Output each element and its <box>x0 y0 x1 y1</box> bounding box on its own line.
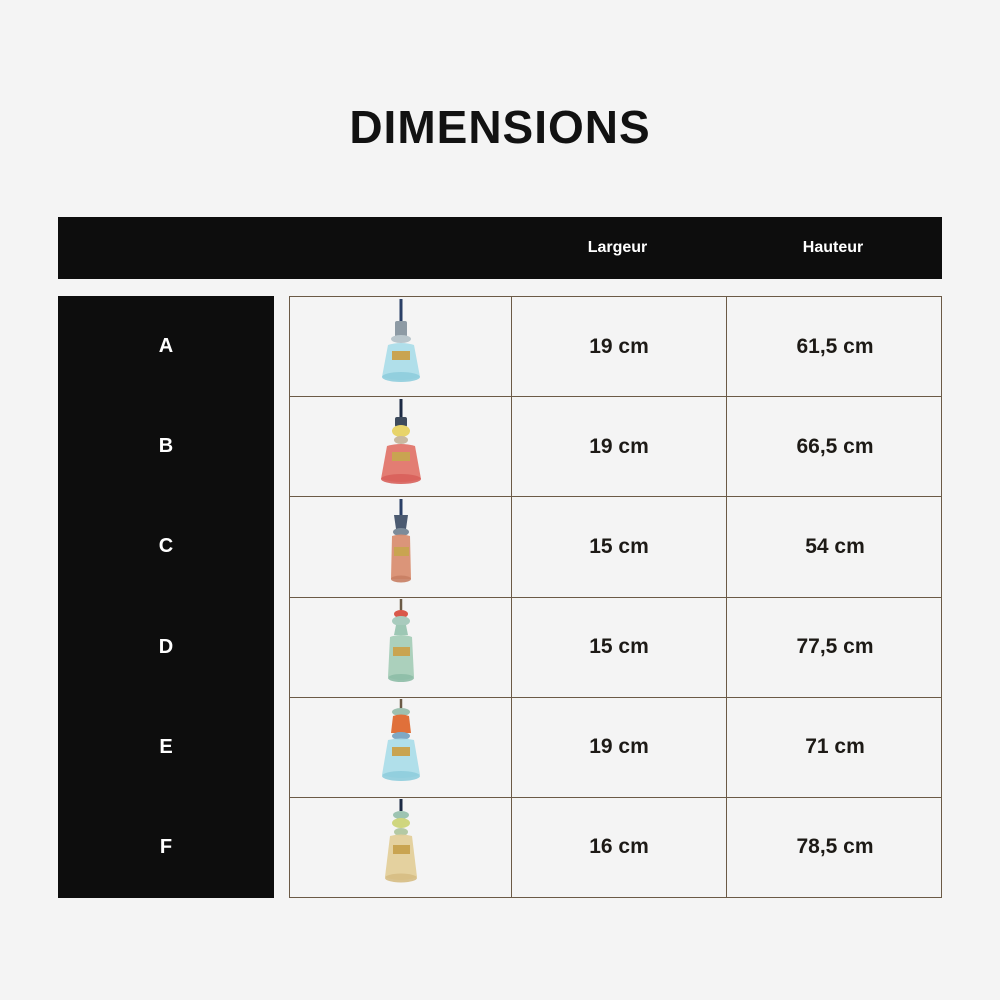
lamp-f-amber-fluted-icon <box>356 799 446 895</box>
lamp-image-cell <box>290 497 512 596</box>
hauteur-value-c: 54 cm <box>805 534 865 558</box>
largeur-value-e: 19 cm <box>512 698 727 797</box>
table-row <box>290 497 941 597</box>
row-label-column <box>58 296 274 898</box>
table-row <box>290 598 941 698</box>
hauteur-value-a: 61,5 cm <box>796 334 874 358</box>
row-label-c: C <box>158 535 174 558</box>
lamp-image-cell <box>290 698 512 797</box>
largeur-value-d: 15 cm <box>512 598 727 697</box>
row-label-d: D <box>158 635 174 658</box>
largeur-value-b: 19 cm <box>512 397 727 496</box>
column-header-hauteur: Hauteur <box>802 239 864 256</box>
table-row <box>290 297 941 397</box>
lamp-d-green-bottle-icon <box>356 599 446 695</box>
lamp-image-cell <box>290 397 512 496</box>
table-row <box>290 798 941 897</box>
lamp-image-cell <box>290 297 512 396</box>
row-label-e: E <box>159 735 173 758</box>
largeur-value-a: 19 cm <box>512 297 727 396</box>
table-row <box>290 698 941 798</box>
lamp-b-red-bell-icon <box>356 399 446 495</box>
table-header <box>58 217 942 279</box>
lamp-c-terracotta-cylinder-icon <box>356 499 446 595</box>
hauteur-value-b: 66,5 cm <box>796 434 874 458</box>
largeur-value-f: 16 cm <box>512 798 727 897</box>
lamp-image-cell <box>290 798 512 897</box>
dimensions-table <box>289 296 942 898</box>
table-row <box>290 397 941 497</box>
hauteur-value-f: 78,5 cm <box>796 835 874 859</box>
hauteur-value-d: 77,5 cm <box>796 635 874 659</box>
lamp-e-blue-orange-bell-icon <box>356 699 446 795</box>
row-label-f: F <box>159 836 173 859</box>
page-title: DIMENSIONS <box>349 101 651 153</box>
row-label-b: B <box>158 434 174 457</box>
largeur-value-c: 15 cm <box>512 497 727 596</box>
lamp-a-blue-bell-icon <box>356 299 446 395</box>
column-header-largeur: Largeur <box>587 239 648 256</box>
lamp-image-cell <box>290 598 512 697</box>
hauteur-value-e: 71 cm <box>805 735 865 759</box>
row-label-a: A <box>158 334 174 357</box>
